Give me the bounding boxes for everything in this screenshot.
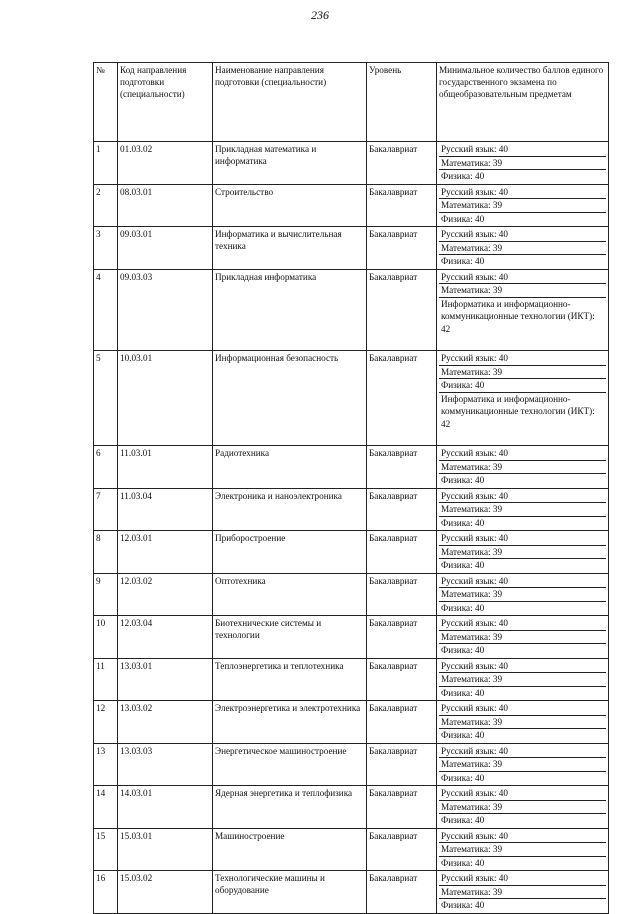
score-item: Математика: 39: [439, 461, 606, 475]
header-score: Минимальное количество баллов единого государственного экзамена по общеобразовательным предметам: [437, 63, 609, 142]
score-item: Русский язык: 40: [439, 447, 606, 461]
score-item: Русский язык: 40: [439, 143, 606, 157]
row-level: Бакалавриат: [367, 871, 437, 914]
row-name: Энергетическое машиностроение: [213, 743, 367, 786]
table-row: [94, 488, 609, 531]
row-name: Оптотехника: [213, 573, 367, 616]
score-item: Математика: 39: [439, 157, 606, 171]
table-body: [94, 142, 609, 914]
row-number: 6: [94, 446, 118, 489]
table-row: [94, 786, 609, 829]
row-name: Электроэнергетика и электротехника: [213, 701, 367, 744]
row-scores: [437, 269, 609, 351]
row-name: Радиотехника: [213, 446, 367, 489]
row-number: 1: [94, 142, 118, 185]
score-item: Физика: 40: [441, 857, 485, 868]
row-number: 10: [94, 616, 118, 659]
score-item: Математика: 39: [439, 242, 606, 256]
row-name: Строительство: [213, 184, 367, 227]
table-row: [94, 871, 609, 914]
score-item: Физика: 40: [441, 560, 485, 570]
row-code: 01.03.02: [118, 142, 213, 185]
row-level: Бакалавриат: [367, 184, 437, 227]
score-item: Математика: 39: [439, 843, 606, 857]
table-row: [94, 351, 609, 446]
score-item: Физика: 40: [441, 256, 485, 266]
row-code: 12.03.02: [118, 573, 213, 616]
score-item: Физика: 40: [441, 900, 485, 910]
row-code: 15.03.01: [118, 828, 213, 871]
row-name: Прикладная информатика: [213, 269, 367, 351]
row-level: Бакалавриат: [367, 701, 437, 744]
score-item: Математика: 39: [439, 366, 606, 380]
score-item: Русский язык: 40: [439, 872, 606, 886]
row-number: 5: [94, 351, 118, 446]
score-item: Русский язык: 40: [439, 228, 606, 242]
score-item: Физика: 40: [441, 772, 485, 783]
score-item: Русский язык: 40: [439, 787, 606, 801]
row-level: Бакалавриат: [367, 351, 437, 446]
row-scores: [437, 531, 609, 574]
score-item: Русский язык: 40: [439, 702, 606, 716]
table-row: [94, 658, 609, 701]
row-code: 14.03.01: [118, 786, 213, 829]
row-code: 13.03.02: [118, 701, 213, 744]
header-code: Код направления подготовки (специальности): [118, 63, 213, 142]
row-scores: [437, 871, 609, 914]
score-item: Физика: 40: [441, 602, 485, 613]
row-level: Бакалавриат: [367, 743, 437, 786]
score-item: Русский язык: 40: [439, 532, 606, 546]
row-code: 09.03.03: [118, 269, 213, 351]
row-scores: [437, 488, 609, 531]
row-scores: [437, 446, 609, 489]
row-code: 10.03.01: [118, 351, 213, 446]
score-item: Физика: 40: [439, 379, 606, 393]
page-number: 236: [311, 8, 329, 22]
row-level: Бакалавриат: [367, 488, 437, 531]
score-item: Физика: 40: [441, 475, 485, 485]
table-row: [94, 743, 609, 786]
table-row: [94, 227, 609, 270]
row-number: 9: [94, 573, 118, 616]
score-item: Физика: 40: [441, 730, 485, 740]
score-item: Русский язык: 40: [439, 186, 606, 200]
row-number: 14: [94, 786, 118, 829]
table-row: [94, 531, 609, 574]
row-name: Ядерная энергетика и теплофизика: [213, 786, 367, 829]
score-item: Русский язык: 40: [439, 575, 606, 589]
score-item: Математика: 39: [439, 199, 606, 213]
row-code: 15.03.02: [118, 871, 213, 914]
score-item: Русский язык: 40: [439, 660, 606, 674]
row-code: 12.03.04: [118, 616, 213, 659]
score-item: Информатика и информационно-коммуникационные технологии (ИКТ): 42: [441, 393, 595, 429]
table-row: [94, 142, 609, 185]
row-level: Бакалавриат: [367, 142, 437, 185]
score-item: Физика: 40: [441, 517, 485, 528]
row-name: Биотехнические системы и технологии: [213, 616, 367, 659]
score-item: Физика: 40: [441, 645, 485, 655]
row-scores: [437, 184, 609, 227]
score-item: Информатика и информационно-коммуникационные технологии (ИКТ): 42: [441, 298, 595, 334]
row-number: 11: [94, 658, 118, 701]
row-number: 2: [94, 184, 118, 227]
score-item: Физика: 40: [441, 213, 485, 224]
row-name: Электроника и наноэлектроника: [213, 488, 367, 531]
score-item: Математика: 39: [439, 758, 606, 772]
score-item: Математика: 39: [439, 673, 606, 687]
score-item: Математика: 39: [439, 546, 606, 560]
row-number: 12: [94, 701, 118, 744]
score-item: Русский язык: 40: [439, 745, 606, 759]
row-level: Бакалавриат: [367, 573, 437, 616]
row-number: 8: [94, 531, 118, 574]
score-item: Математика: 39: [439, 631, 606, 645]
row-level: Бакалавриат: [367, 269, 437, 351]
row-name: Теплоэнергетика и теплотехника: [213, 658, 367, 701]
row-scores: [437, 828, 609, 871]
row-spacer: [439, 335, 606, 349]
score-item: Физика: 40: [441, 171, 485, 181]
row-name: Технологические машины и оборудование: [213, 871, 367, 914]
row-code: 09.03.01: [118, 227, 213, 270]
table-row: [94, 446, 609, 489]
row-level: Бакалавриат: [367, 531, 437, 574]
table-header-row: [94, 63, 609, 142]
row-code: 11.03.04: [118, 488, 213, 531]
score-item: Русский язык: 40: [439, 830, 606, 844]
row-scores: [437, 786, 609, 829]
row-level: Бакалавриат: [367, 786, 437, 829]
table-row: [94, 184, 609, 227]
row-name: Приборостроение: [213, 531, 367, 574]
score-item: Математика: 39: [439, 284, 606, 298]
row-scores: [437, 658, 609, 701]
score-item: Математика: 39: [439, 503, 606, 517]
table-row: [94, 573, 609, 616]
row-level: Бакалавриат: [367, 828, 437, 871]
row-scores: [437, 142, 609, 185]
score-item: Математика: 39: [439, 716, 606, 730]
score-item: Математика: 39: [439, 886, 606, 900]
row-scores: [437, 351, 609, 446]
row-code: 13.03.01: [118, 658, 213, 701]
row-number: 3: [94, 227, 118, 270]
table-row: [94, 269, 609, 351]
row-code: 12.03.01: [118, 531, 213, 574]
row-code: 13.03.03: [118, 743, 213, 786]
table-row: [94, 616, 609, 659]
row-number: 4: [94, 269, 118, 351]
row-code: 08.03.01: [118, 184, 213, 227]
row-name: Прикладная математика и информатика: [213, 142, 367, 185]
admission-scores-table: [93, 62, 609, 914]
header-num: №: [94, 63, 118, 142]
score-item: Русский язык: 40: [439, 617, 606, 631]
score-item: Физика: 40: [441, 815, 485, 825]
row-name: Информатика и вычислительная техника: [213, 227, 367, 270]
row-number: 15: [94, 828, 118, 871]
row-scores: [437, 227, 609, 270]
row-number: 7: [94, 488, 118, 531]
table-row: [94, 828, 609, 871]
row-name: Машиностроение: [213, 828, 367, 871]
row-scores: [437, 616, 609, 659]
row-scores: [437, 743, 609, 786]
header-level: Уровень: [367, 63, 437, 142]
score-item: Русский язык: 40: [439, 352, 606, 366]
row-spacer: [439, 430, 606, 444]
header-name: Наименование направления подготовки (специальности): [213, 63, 367, 142]
row-level: Бакалавриат: [367, 658, 437, 701]
row-level: Бакалавриат: [367, 616, 437, 659]
row-level: Бакалавриат: [367, 227, 437, 270]
row-level: Бакалавриат: [367, 446, 437, 489]
row-scores: [437, 573, 609, 616]
row-scores: [437, 701, 609, 744]
score-item: Математика: 39: [439, 588, 606, 602]
score-item: Физика: 40: [441, 687, 485, 698]
row-number: 16: [94, 871, 118, 914]
score-item: Русский язык: 40: [439, 271, 606, 285]
score-item: Русский язык: 40: [439, 490, 606, 504]
row-code: 11.03.01: [118, 446, 213, 489]
score-item: Математика: 39: [439, 801, 606, 815]
row-name: Информационная безопасность: [213, 351, 367, 446]
row-number: 13: [94, 743, 118, 786]
table-row: [94, 701, 609, 744]
